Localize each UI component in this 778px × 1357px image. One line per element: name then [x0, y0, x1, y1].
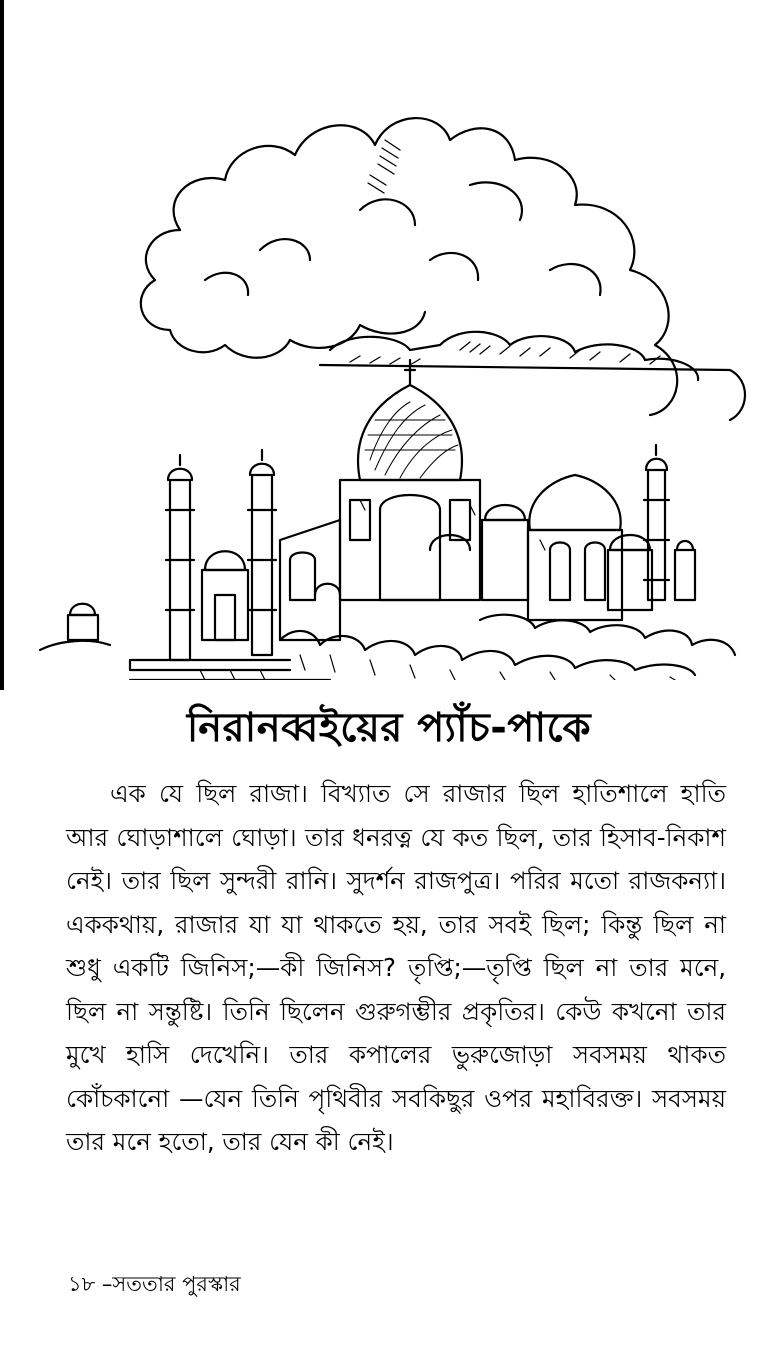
story-text [66, 772, 726, 1164]
clouds-drawing [141, 118, 745, 420]
left-edge-rule [0, 0, 4, 690]
story-paragraph: এক যে ছিল রাজা। বিখ্যাত সে রাজার ছিল হাতিশালে হাতি আর ঘোড়াশালে ঘোড়া। তার ধনরত্ন যে কত ছিল, তার হিসাব-নিকাশ নেই। তার ছিল সুন্দরী রানি। সুদর্শন রাজপুত্র। পরির মতো রাজকন্যা। এককথায়, রাজার যা যা থাকতে হয়, তার সবই ছিল; কিন্তু ছিল না শুধু একটি জিনিস;—কী জিনিস? তৃপ্তি;—তৃপ্তি ছিল না তার মনে, ছিল না সন্তুষ্টি। তিনি ছিলেন গুরুগম্ভীর প্রকৃতির। কেউ কখনো তার মুখে হাসি দেখেনি। তার কপালের ভুরুজোড়া সবসময় থাকত কোঁচকানো —যেন তিনি পৃথিবীর সবকিছুর ওপর মহাবিরক্ত। সবসময় তার মনে হতো, তার যেন কী নেই। [66, 779, 726, 1156]
page-footer: ১৮ –সততার পুরস্কার [68, 1272, 241, 1296]
palace-illustration [30, 80, 760, 680]
palace-drawing [40, 360, 735, 680]
chapter-title: নিরানব্বইয়ের প্যাঁচ-পাকে [186, 705, 592, 751]
